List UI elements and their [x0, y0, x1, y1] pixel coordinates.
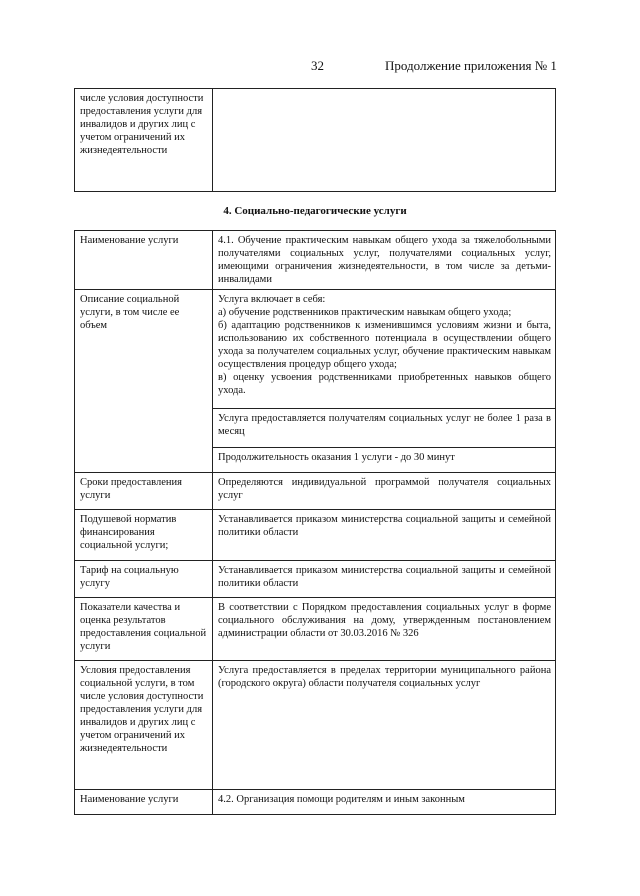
row-label: Наименование услуги [75, 231, 213, 290]
appendix-label: Продолжение приложения № 1 [385, 58, 557, 73]
frequency-text: Услуга предоставляется получателям социальных услуг не более 1 раза в месяц [213, 409, 556, 448]
table-row [75, 598, 556, 661]
description-line: Услуга включает в себя: [218, 294, 326, 305]
row-label: числе условия доступности предоставления услуги для инвалидов и других лиц с учетом ограничений их жизнедеятельности [75, 89, 213, 192]
description-line: в) оценку усвоения родственниками приобретенных навыков общего ухода. [218, 372, 551, 396]
table-row [75, 510, 556, 561]
table-row [75, 231, 556, 290]
continuation-table [74, 88, 556, 192]
row-label: Наименование услуги [75, 790, 213, 815]
row-content: В соответствии с Порядком предоставления социальных услуг в форме социального обслуживания на дому, утвержденным постановлением администрации области от 30.03.2016 № 326 [213, 598, 556, 661]
row-content: Определяются индивидуальной программой получателя социальных услуг [213, 473, 556, 510]
row-content [213, 89, 556, 192]
duration-text: Продолжительность оказания 1 услуги - до 30 минут [213, 448, 556, 473]
description-line: а) обучение родственников практическим навыкам общего ухода; [218, 307, 512, 318]
table-row [75, 790, 556, 815]
description-line: б) адаптацию родственников к изменившимся условиям жизни и быта, использованию их собственного потенциала в осуществлении общего ухода за получателем социальных услуг, обучение практическим навыкам осуществления процедур общего ухода; [218, 320, 551, 370]
services-table [74, 230, 556, 815]
row-content: Устанавливается приказом министерства социальной защиты и семейной политики области [213, 510, 556, 561]
row-label: Описание социальной услуги, в том числе ее объем [75, 290, 213, 473]
table-row [75, 661, 556, 790]
row-content: 4.2. Организация помощи родителям и иным законным [213, 790, 556, 815]
table-row [75, 473, 556, 510]
table-row [75, 290, 556, 409]
section-title: 4. Социально-педагогические услуги [223, 205, 407, 217]
row-label: Показатели качества и оценка результатов предоставления социальной услуги [75, 598, 213, 661]
row-label: Подушевой норматив финансирования социальной услуги; [75, 510, 213, 561]
row-label: Условия предоставления социальной услуги, в том числе условия доступности предоставления услуги для инвалидов и других лиц с учетом ограничений их жизнедеятельности [75, 661, 213, 790]
page-header [0, 58, 640, 76]
table-row [75, 561, 556, 598]
page-number: 32 [311, 58, 324, 73]
row-content: Услуга предоставляется в пределах территории муниципального района (городского округа) области получателя социальных услуг [213, 661, 556, 790]
row-content: 4.1. Обучение практическим навыкам общего ухода за тяжелобольными получателями социальных услуг, получателями социальных услуг, имеющими ограничения жизнедеятельности, в том числе за детьми-инвалидами [213, 231, 556, 290]
table-row [75, 89, 556, 192]
row-content: Устанавливается приказом министерства социальной защиты и семейной политики области [213, 561, 556, 598]
row-content [213, 290, 556, 409]
row-label: Тариф на социальную услугу [75, 561, 213, 598]
row-label: Сроки предоставления услуги [75, 473, 213, 510]
